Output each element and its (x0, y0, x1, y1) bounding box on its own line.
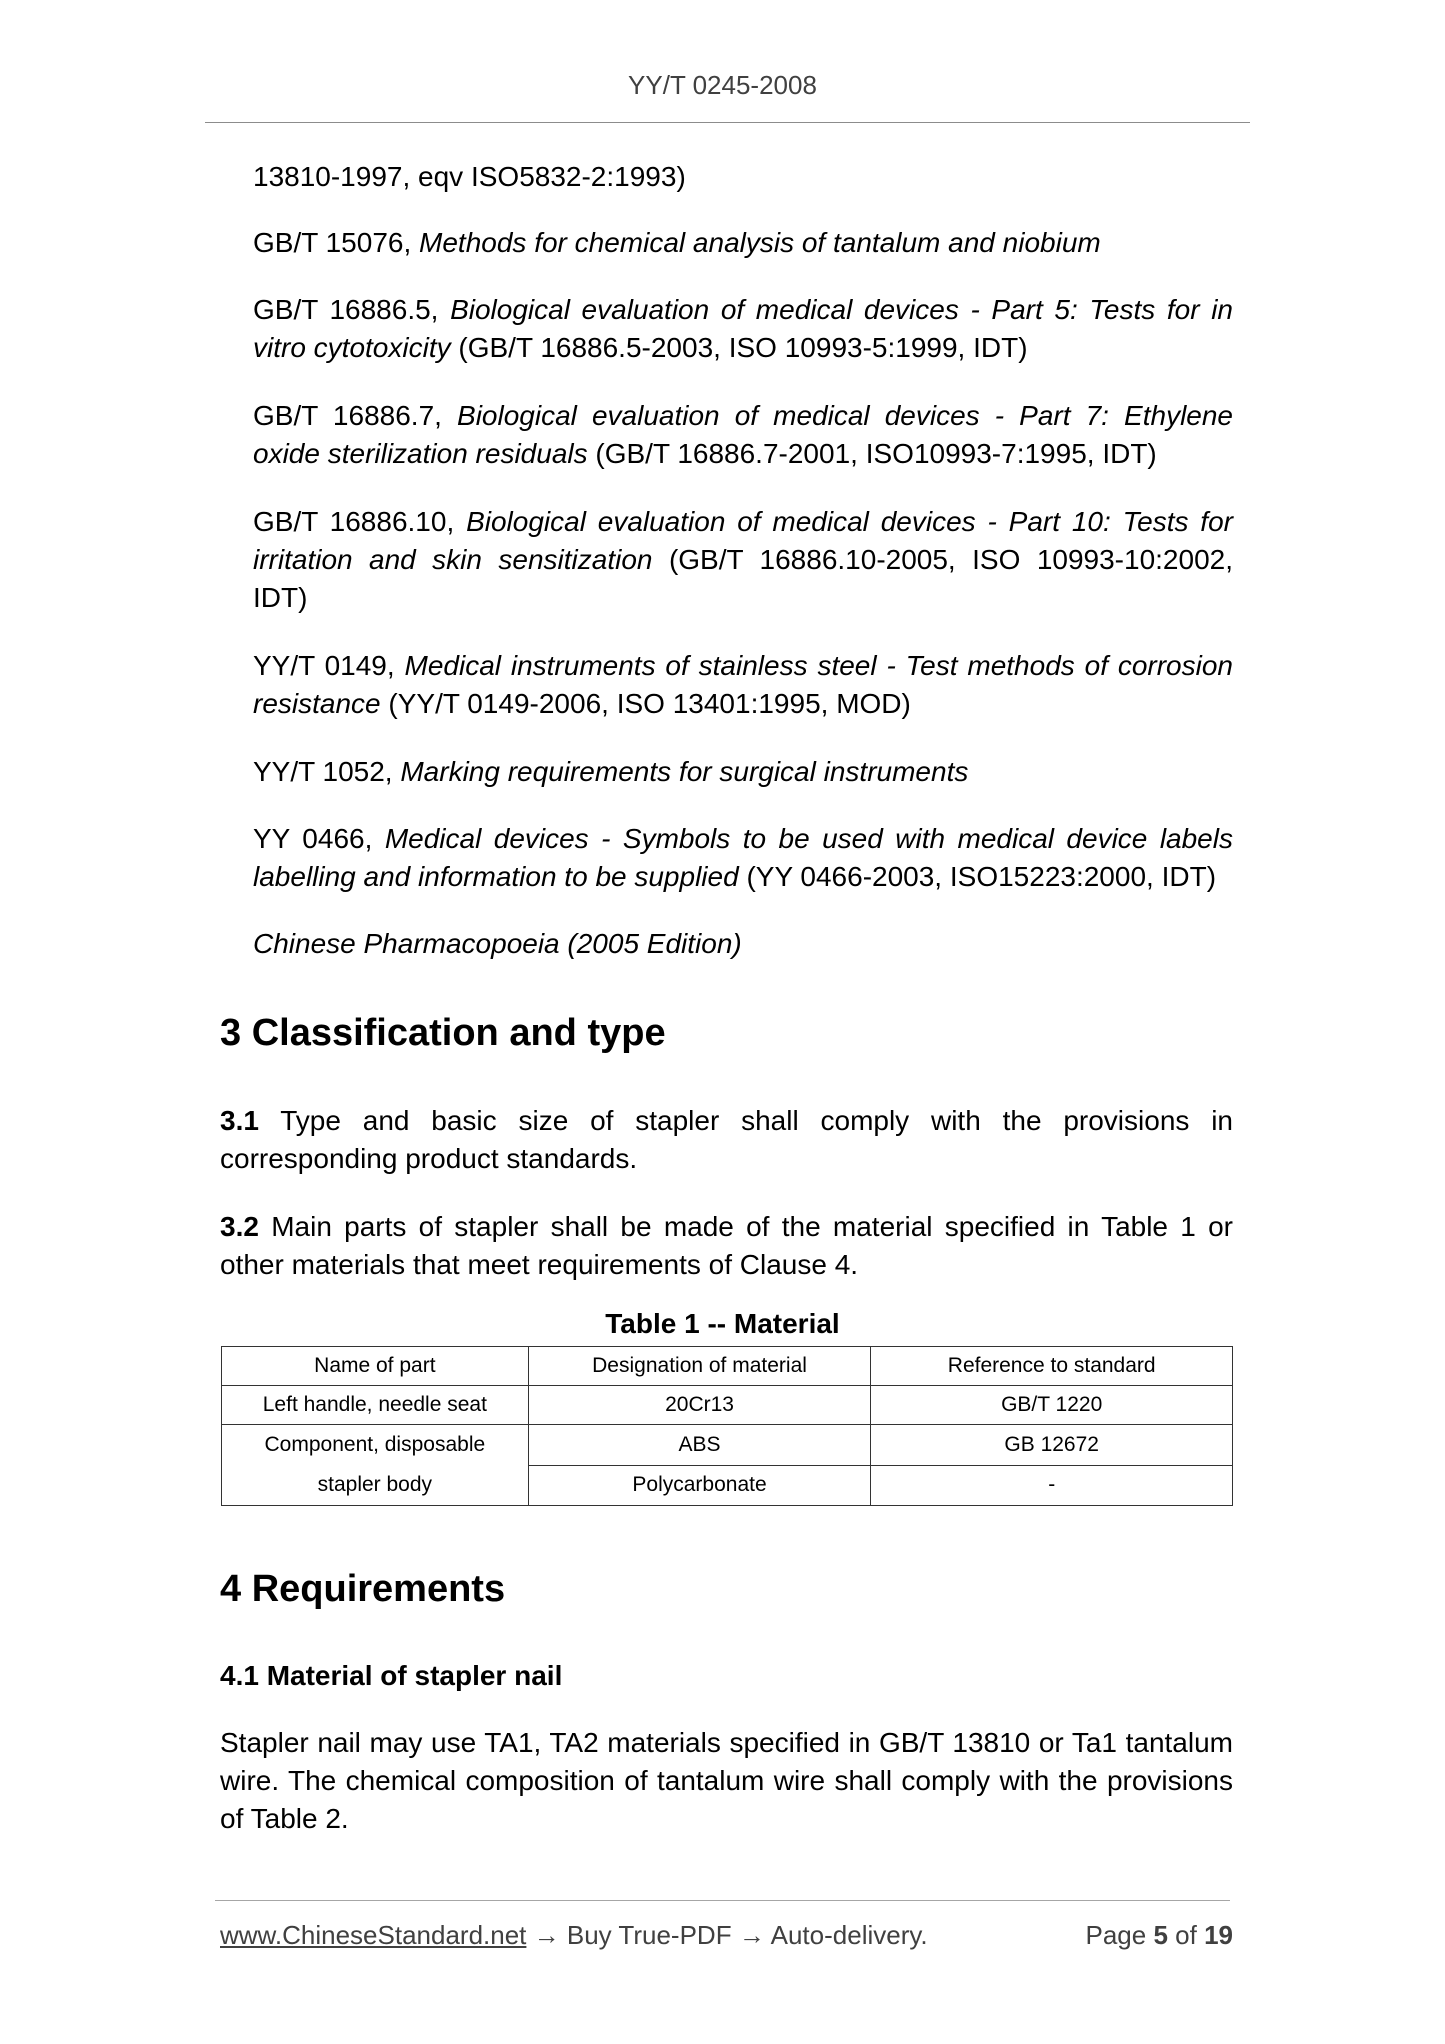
reference-title: Methods for chemical analysis of tantalum and niobium (419, 227, 1101, 258)
table-cell: 20Cr13 (528, 1386, 871, 1425)
header-divider (205, 122, 1250, 123)
page-label: Page (1085, 1920, 1147, 1950)
table-header-cell: Reference to standard (871, 1347, 1233, 1386)
page-number: 5 (1153, 1920, 1168, 1950)
page-footer (220, 1920, 1233, 1951)
reference-title: Biological evaluation of medical devices - Part 10: Tests for irritation and skin sensitization (253, 506, 1233, 575)
reference-suffix: (YY/T 0149-2006, ISO 13401:1995, MOD) (380, 688, 911, 719)
delivery-text: Auto-delivery. (770, 1920, 928, 1950)
reference-entry (253, 753, 1233, 791)
reference-entry (253, 925, 1233, 963)
clause-paragraph (220, 1208, 1233, 1284)
website-link[interactable]: www.ChineseStandard.net (220, 1920, 527, 1950)
table-caption: Table 1 -- Material (605, 1308, 840, 1339)
reference-entry (253, 158, 1233, 196)
reference-title: Biological evaluation of medical devices - Part 7: Ethylene oxide sterilization residuals (253, 400, 1234, 469)
of-label: of (1175, 1920, 1197, 1950)
reference-suffix: (GB/T 16886.10-2005, ISO 10993-10:2002, IDT) (253, 544, 1233, 613)
body-paragraph: Stapler nail may use TA1, TA2 materials specified in GB/T 13810 or Ta1 tantalum wire. The chemical composition of tantalum wire shall comply with the provisions of Table 2. (220, 1727, 1233, 1834)
reference-title: Chinese Pharmacopoeia (2005 Edition) (253, 928, 742, 959)
table-header-row (222, 1347, 1233, 1386)
table-cell: ABS (528, 1425, 871, 1466)
table-cell: Polycarbonate (528, 1465, 871, 1506)
reference-title: Biological evaluation of medical devices - Part 5: Tests for in vitro cytotoxicity (253, 294, 1233, 363)
table-cell-merged (222, 1425, 529, 1506)
reference-code: GB/T 16886.5, (253, 294, 451, 325)
table-cell: Left handle, needle seat (222, 1386, 529, 1425)
table-header-cell: Designation of material (528, 1347, 871, 1386)
section-heading: 3 Classification and type (220, 1012, 666, 1054)
merged-part-line: stapler body (317, 1473, 433, 1496)
reference-entry (253, 503, 1233, 617)
table-row (222, 1425, 1233, 1466)
reference-suffix: (YY 0466-2003, ISO15223:2000, IDT) (738, 861, 1217, 892)
page-total: 19 (1204, 1920, 1233, 1950)
arrow-icon: → (533, 1920, 560, 1950)
reference-suffix: 13810-1997, eqv ISO5832-2:1993) (253, 161, 686, 192)
reference-entry (253, 647, 1233, 723)
reference-title: Medical devices - Symbols to be used with medical device labels labelling and information to be supplied (253, 823, 1233, 892)
clause-paragraph (220, 1102, 1233, 1178)
reference-suffix: (GB/T 16886.5-2003, ISO 10993-5:1999, IDT) (450, 332, 1028, 363)
merged-part-line: Component, disposable (264, 1433, 486, 1456)
reference-entry (253, 397, 1233, 473)
reference-code: YY 0466, (253, 823, 385, 854)
reference-entry (253, 224, 1233, 262)
table-cell: - (871, 1465, 1233, 1506)
clause-number: 3.2 (220, 1211, 259, 1242)
table-cell: GB 12672 (871, 1425, 1233, 1466)
reference-code: GB/T 15076, (253, 227, 420, 258)
buy-text: Buy True-PDF (566, 1920, 732, 1950)
reference-suffix: (GB/T 16886.7-2001, ISO10993-7:1995, IDT) (587, 438, 1157, 469)
reference-entry (253, 291, 1233, 367)
page-indicator (1085, 1920, 1233, 1951)
footer-divider (215, 1900, 1230, 1901)
reference-entry (253, 820, 1233, 896)
reference-code: GB/T 16886.10, (253, 506, 467, 537)
reference-code: YY/T 1052, (253, 756, 401, 787)
reference-code: GB/T 16886.7, (253, 400, 458, 431)
material-table (221, 1346, 1233, 1506)
reference-code: YY/T 0149, (253, 650, 405, 681)
subsection-heading: 4.1 Material of stapler nail (220, 1660, 563, 1691)
section-heading: 4 Requirements (220, 1568, 506, 1610)
table-header-cell: Name of part (222, 1347, 529, 1386)
reference-title: Medical instruments of stainless steel - Test methods of corrosion resistance (253, 650, 1233, 719)
document-id-header: YY/T 0245-2008 (628, 70, 817, 100)
table-row (222, 1386, 1233, 1425)
arrow-icon: → (738, 1920, 765, 1950)
clause-text: Type and basic size of stapler shall comply with the provisions in corresponding product standards. (220, 1105, 1233, 1174)
reference-title: Marking requirements for surgical instruments (400, 756, 969, 787)
clause-number: 3.1 (220, 1105, 259, 1136)
table-cell: GB/T 1220 (871, 1386, 1233, 1425)
clause-text: Main parts of stapler shall be made of the material specified in Table 1 or other materials that meet requirements of Clause 4. (220, 1211, 1233, 1280)
